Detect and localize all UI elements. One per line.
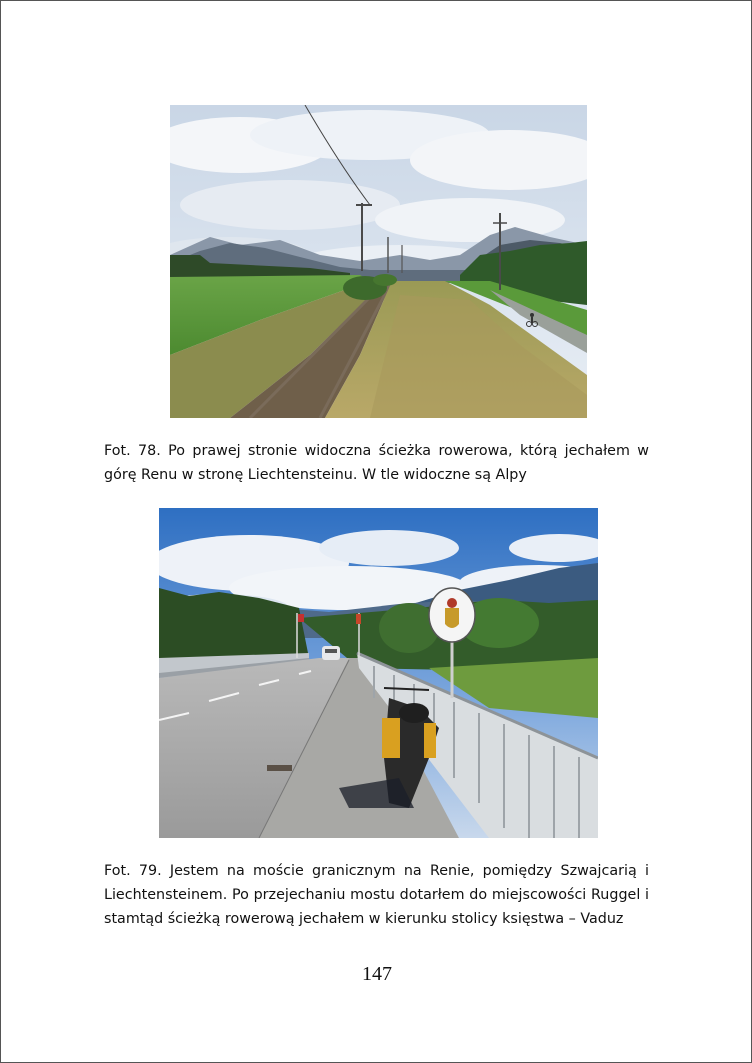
photo-caption-79: Fot. 79. Jestem na moście granicznym na Renie, pomiędzy Szwajcarią i Liechtensteinem. Po przejechaniu mostu dotarłem do miejscowości Ruggel i stamtąd ścieżką rowerową jechałem w kierunku stolicy księstwa – Vaduz <box>104 863 649 927</box>
page-number: 147 <box>362 963 392 985</box>
photo-border-bridge-bicycle <box>159 508 598 838</box>
photo-caption-78: Fot. 78. Po prawej stronie widoczna ścieżka rowerowa, którą jechałem w górę Renu w stronę Liechtensteinu. W tle widoczne są Alpy <box>104 443 649 483</box>
photo-rhine-railway-bike-path <box>170 105 587 418</box>
